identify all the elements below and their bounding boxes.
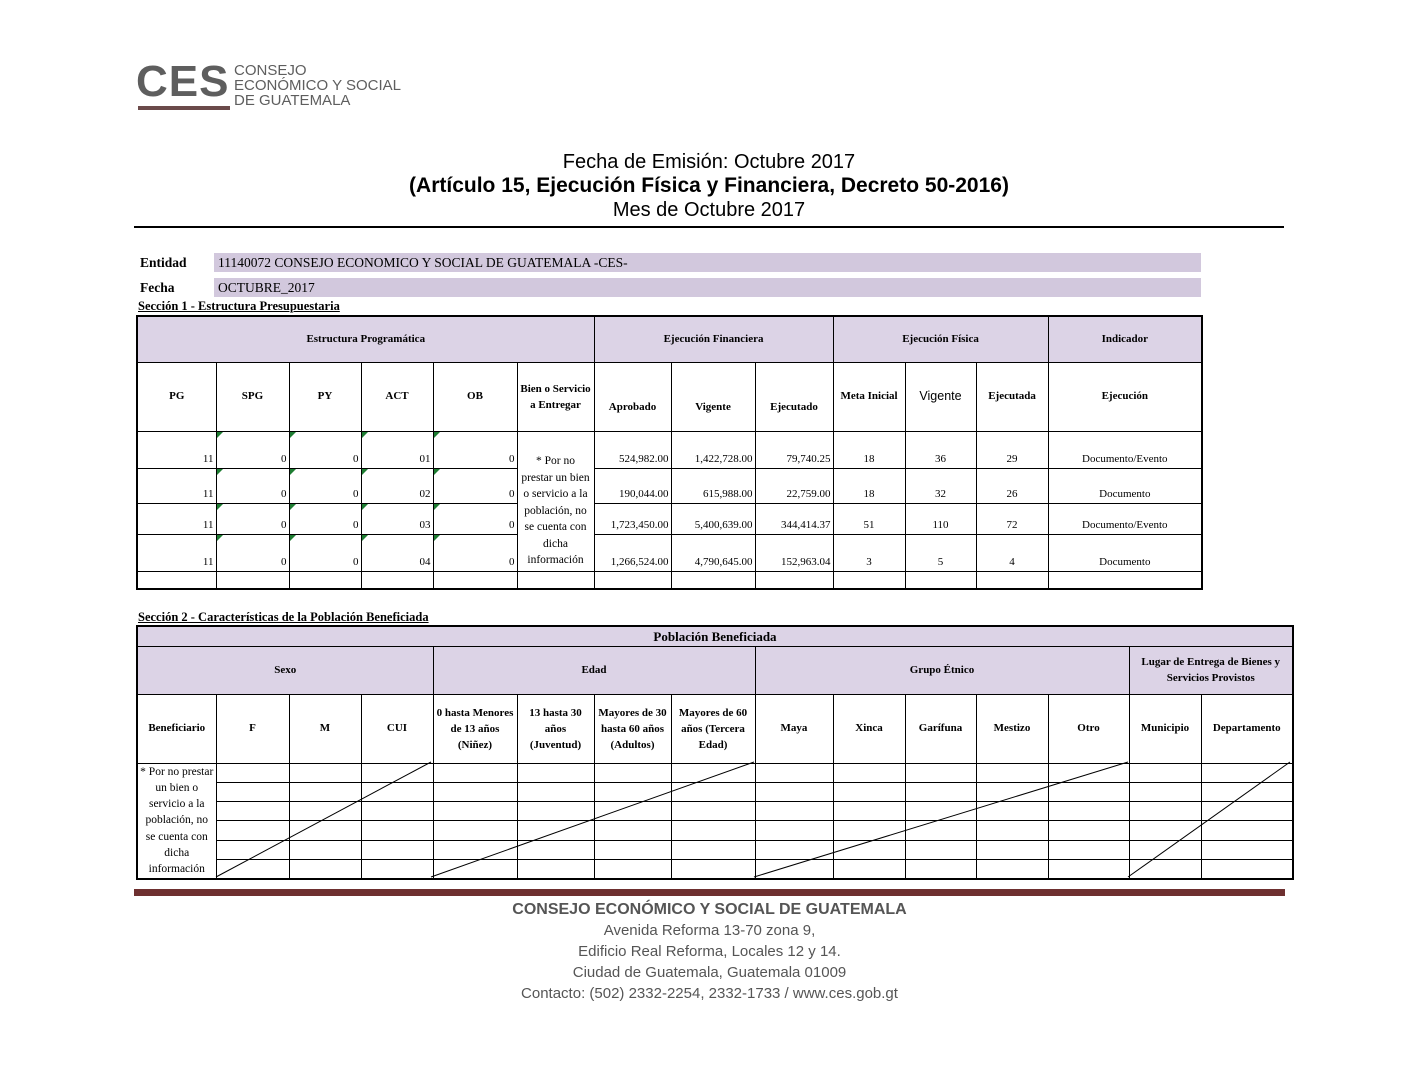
cell-py: 0: [289, 468, 361, 503]
cell-vigente: 4,790,645.00: [671, 534, 755, 571]
footer: [134, 900, 1285, 1004]
table-row: [137, 859, 1293, 878]
cell-ejecutada: 29: [976, 431, 1048, 468]
footer-contact: Contacto: (502) 2332-2254, 2332-1733 / www.ces.gob.gt: [521, 985, 898, 1002]
column-header-row: [137, 694, 1293, 763]
col-xinca: Xinca: [833, 694, 905, 763]
beneficiary-population-table: [136, 625, 1294, 880]
logo-wordmark: [234, 63, 401, 108]
col-ejecutado: Ejecutado: [755, 362, 833, 431]
group-indicador: Indicador: [1048, 316, 1202, 362]
col-maya: Maya: [755, 694, 833, 763]
cell-ejecutada: 72: [976, 503, 1048, 534]
cell-ejecutado: 79,740.25: [755, 431, 833, 468]
col-bien: Bien o Servicio a Entregar: [517, 362, 594, 431]
issue-date: Fecha de Emisión: Octubre 2017: [562, 151, 856, 173]
cell-ejecutado: 152,963.04: [755, 534, 833, 571]
table-row: [137, 431, 1202, 468]
col-mestizo: Mestizo: [976, 694, 1048, 763]
col-beneficiario: Beneficiario: [137, 694, 216, 763]
cell-ejecucion: Documento: [1048, 468, 1202, 503]
col-municipio: Municipio: [1129, 694, 1201, 763]
cell-act: 03: [361, 503, 433, 534]
cell-py: 0: [289, 503, 361, 534]
column-header-row: [137, 362, 1202, 431]
group-financiera: Ejecución Financiera: [594, 316, 833, 362]
col-departamento: Departamento: [1201, 694, 1293, 763]
cell-ejecucion: Documento/Evento: [1048, 503, 1202, 534]
footer-city: Ciudad de Guatemala, Guatemala 01009: [572, 964, 847, 981]
cell-aprobado: 524,982.00: [594, 431, 671, 468]
logo-line-3: DE GUATEMALA: [234, 92, 351, 109]
cell-pg: 11: [137, 431, 216, 468]
col-f: F: [216, 694, 289, 763]
footer-address-1: Avenida Reforma 13-70 zona 9,: [603, 922, 816, 939]
footer-address-2: Edificio Real Reforma, Locales 12 y 14.: [578, 943, 841, 960]
document-title: (Artículo 15, Ejecución Física y Financiera, Decreto 50-2016): [409, 174, 1009, 197]
group-lugar: Lugar de Entrega de Bienes y Servicios Provistos: [1129, 646, 1293, 694]
logo-line-2: ECONÓMICO Y SOCIAL: [234, 77, 401, 94]
group-fisica: Ejecución Física: [833, 316, 1048, 362]
ces-logo: [136, 57, 436, 112]
col-garifuna: Garífuna: [905, 694, 976, 763]
cell-vigente: 615,988.00: [671, 468, 755, 503]
cell-pg: 11: [137, 503, 216, 534]
cell-vigente: 5,400,639.00: [671, 503, 755, 534]
logo-mark: CES: [136, 57, 230, 106]
cell-pg: 11: [137, 534, 216, 571]
col-meta-inicial: Meta Inicial: [833, 362, 905, 431]
cell-spg: 0: [216, 503, 289, 534]
cell-ob: 0: [433, 468, 517, 503]
entidad-label: Entidad: [140, 255, 187, 270]
logo-underline: [138, 106, 230, 110]
group-header-row: [137, 316, 1202, 362]
cell-act: 01: [361, 431, 433, 468]
col-pg: PG: [137, 362, 216, 431]
cell-ob: 0: [433, 431, 517, 468]
cell-py: 0: [289, 534, 361, 571]
footer-organization: CONSEJO ECONÓMICO Y SOCIAL DE GUATEMALA: [512, 901, 907, 918]
table-row: [137, 534, 1202, 571]
table-row: [137, 782, 1293, 801]
cell-meta: 18: [833, 431, 905, 468]
cell-ejecutada: 26: [976, 468, 1048, 503]
col-vigente: Vigente: [671, 362, 755, 431]
group-sexo: Sexo: [137, 646, 433, 694]
logo-line-1: CONSEJO: [234, 62, 307, 79]
table-row: [137, 503, 1202, 534]
col-juventud: 13 hasta 30 años (Juventud): [517, 694, 594, 763]
table-row: [137, 802, 1293, 821]
table-row: [137, 763, 1293, 782]
col-cui: CUI: [361, 694, 433, 763]
report-month: Mes de Octubre 2017: [612, 199, 806, 221]
cell-vigente-fisico: 32: [905, 468, 976, 503]
cell-spg: 0: [216, 431, 289, 468]
cell-vigente-fisico: 110: [905, 503, 976, 534]
group-edad: Edad: [433, 646, 755, 694]
col-aprobado: Aprobado: [594, 362, 671, 431]
section-1-title: Sección 1 - Estructura Presupuestaria: [138, 299, 340, 313]
cell-vigente-fisico: 36: [905, 431, 976, 468]
col-act: ACT: [361, 362, 433, 431]
col-adultos: Mayores de 30 hasta 60 años (Adultos): [594, 694, 671, 763]
cell-ejecutado: 344,414.37: [755, 503, 833, 534]
budget-structure-table: [136, 315, 1203, 590]
cell-vigente-fisico: 5: [905, 534, 976, 571]
cell-meta: 3: [833, 534, 905, 571]
table-row: [137, 840, 1293, 859]
cell-vigente: 1,422,728.00: [671, 431, 755, 468]
cell-ejecutada: 4: [976, 534, 1048, 571]
heading-divider: [134, 226, 1284, 228]
col-ejecutada: Ejecutada: [976, 362, 1048, 431]
cell-py: 0: [289, 431, 361, 468]
group-etnico: Grupo Étnico: [755, 646, 1129, 694]
cell-spg: 0: [216, 468, 289, 503]
col-vigente-fisico: Vigente: [905, 362, 976, 431]
cell-act: 02: [361, 468, 433, 503]
cell-aprobado: 1,723,450.00: [594, 503, 671, 534]
section-2-title: Sección 2 - Características de la Población Beneficiada: [138, 610, 429, 624]
fecha-label: Fecha: [140, 280, 175, 295]
col-ejecucion: Ejecución: [1048, 362, 1202, 431]
col-tercera-edad: Mayores de 60 años (Tercera Edad): [671, 694, 755, 763]
bien-note: * Por no prestar un bien o servicio a la población, no se cuenta con dicha información: [517, 431, 594, 571]
cell-meta: 51: [833, 503, 905, 534]
cell-ob: 0: [433, 503, 517, 534]
cell-act: 04: [361, 534, 433, 571]
cell-ob: 0: [433, 534, 517, 571]
table-row: [137, 468, 1202, 503]
cell-aprobado: 1,266,524.00: [594, 534, 671, 571]
empty-row: [137, 571, 1202, 589]
cell-meta: 18: [833, 468, 905, 503]
document-heading: [134, 150, 1284, 222]
cell-ejecucion: Documento/Evento: [1048, 431, 1202, 468]
cell-pg: 11: [137, 468, 216, 503]
col-otro: Otro: [1048, 694, 1129, 763]
cell-ejecutado: 22,759.00: [755, 468, 833, 503]
cell-spg: 0: [216, 534, 289, 571]
footer-divider: [134, 889, 1285, 896]
cell-ejecucion: Documento: [1048, 534, 1202, 571]
col-py: PY: [289, 362, 361, 431]
cell-aprobado: 190,044.00: [594, 468, 671, 503]
col-ob: OB: [433, 362, 517, 431]
population-banner: Población Beneficiada: [137, 626, 1293, 646]
table-row: [137, 821, 1293, 840]
entidad-value: 11140072 CONSEJO ECONOMICO Y SOCIAL DE GUATEMALA -CES-: [214, 253, 1201, 272]
population-note: * Por no prestar un bien o servicio a la población, no se cuenta con dicha información: [137, 763, 216, 879]
col-m: M: [289, 694, 361, 763]
group-estructura: Estructura Programática: [137, 316, 594, 362]
col-spg: SPG: [216, 362, 289, 431]
banner-row: [137, 626, 1293, 646]
group-header-row: [137, 646, 1293, 694]
fecha-value: OCTUBRE_2017: [214, 278, 1201, 297]
col-ninez: 0 hasta Menores de 13 años (Niñez): [433, 694, 517, 763]
